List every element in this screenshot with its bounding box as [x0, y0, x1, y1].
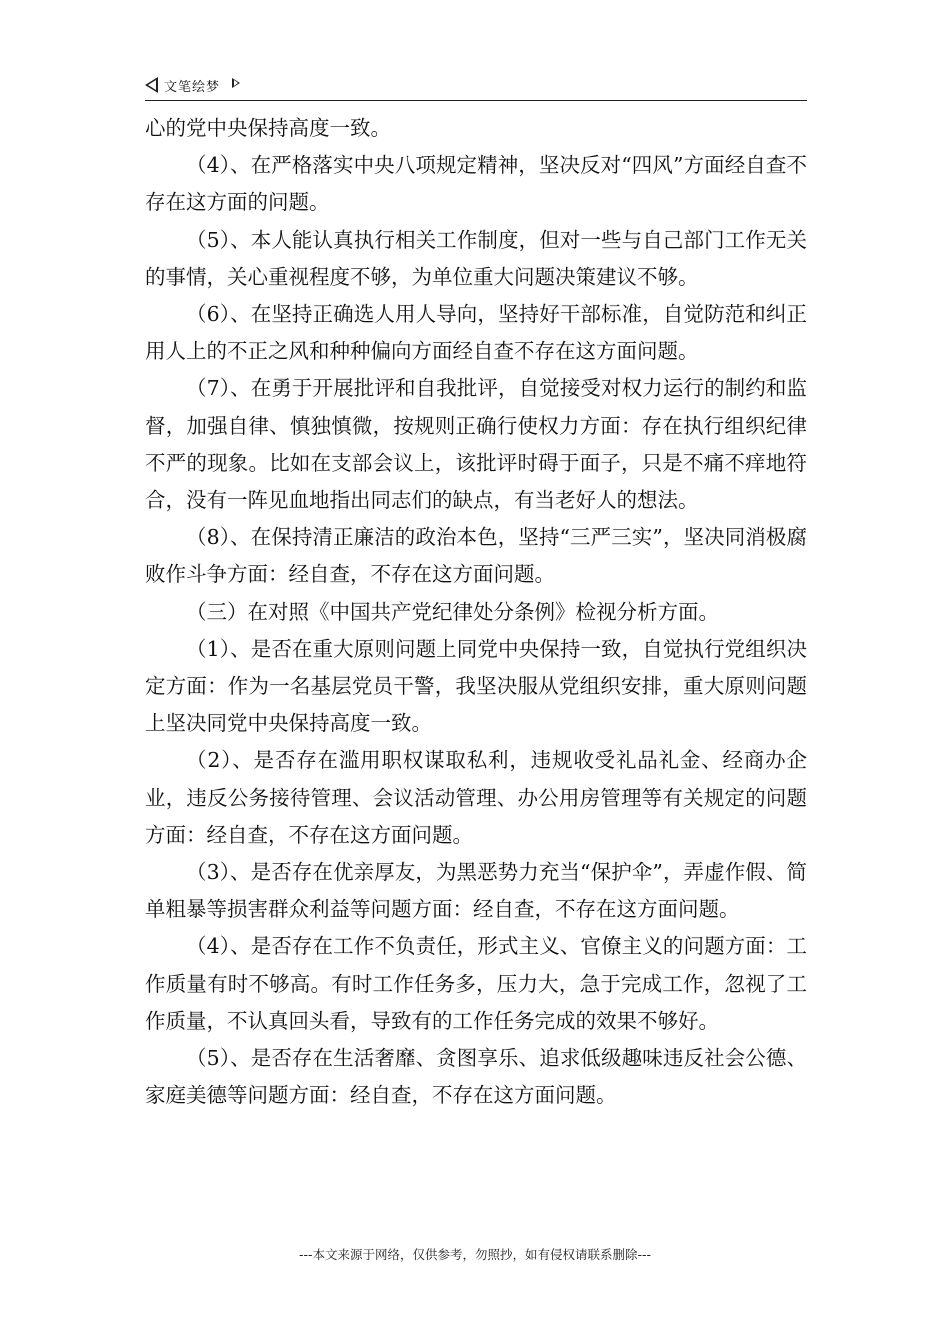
paragraph: （5）、是否存在生活奢靡、贪图享乐、追求低级趣味违反社会公德、家庭美德等问题方面：经自查，不存在这方面问题。	[145, 1046, 807, 1108]
paragraph: （7）、在勇于开展批评和自我批评，自觉接受对权力运行的制约和监督，加强自律、慎独慎微，按规则正确行使权力方面：存在执行组织纪律不严的现象。比如在支部会议上，该批评时碍于面子，只是不痛不痒地符合，没有一阵见血地指出同志们的缺点，有当老好人的想法。	[145, 376, 807, 513]
page-header	[145, 70, 807, 101]
paragraph: （2）、是否存在滥用职权谋取私利，违规收受礼品礼金、经商办企业，违反公务接待管理、会议活动管理、办公用房管理等有关规定的问题方面：经自查，不存在这方面问题。	[145, 748, 807, 847]
header-brand: 文笔绘梦	[164, 80, 221, 95]
paragraph: 心的党中央保持高度一致。	[145, 116, 391, 140]
paragraph: （4）、是否存在工作不负责任，形式主义、官僚主义的问题方面：工作质量有时不够高。有时工作任务多，压力大，急于完成工作，忽视了工作质量，不认真回头看，导致有的工作任务完成的效果不够好。	[145, 934, 807, 1033]
triangle-left-icon	[145, 77, 158, 93]
paragraph: （4）、在严格落实中央八项规定精神，坚决反对“四风”方面经自查不存在这方面的问题。	[145, 153, 807, 215]
page-footer-notice: ---本文来源于网络，仅供参考，勿照抄，如有侵权请联系删除---	[298, 1247, 652, 1262]
paragraph: （3）、是否存在优亲厚友，为黑恶势力充当“保护伞”，弄虚作假、简单粗暴等损害群众利益等问题方面：经自查，不存在这方面问题。	[145, 860, 807, 922]
paragraph: （6）、在坚持正确选人用人导向，坚持好干部标准，自觉防范和纠正用人上的不正之风和种种偏向方面经自查不存在这方面问题。	[145, 302, 807, 364]
paragraph: （8）、在保持清正廉洁的政治本色，坚持“三严三实”，坚决同消极腐败作斗争方面：经自查，不存在这方面问题。	[145, 525, 807, 587]
document-body	[145, 110, 807, 1235]
triangle-right-icon	[232, 78, 240, 88]
paragraph: （1）、是否在重大原则问题上同党中央保持一致，自觉执行党组织决定方面：作为一名基层党员干警，我坚决服从党组织安排，重大原则问题上坚决同党中央保持高度一致。	[145, 636, 807, 736]
paragraph: （5）、本人能认真执行相关工作制度，但对一些与自己部门工作无关的事情，关心重视程度不够，为单位重大问题决策建议不够。	[145, 227, 807, 289]
section-heading: （三）在对照《中国共产党纪律处分条例》检视分析方面。	[186, 599, 719, 624]
